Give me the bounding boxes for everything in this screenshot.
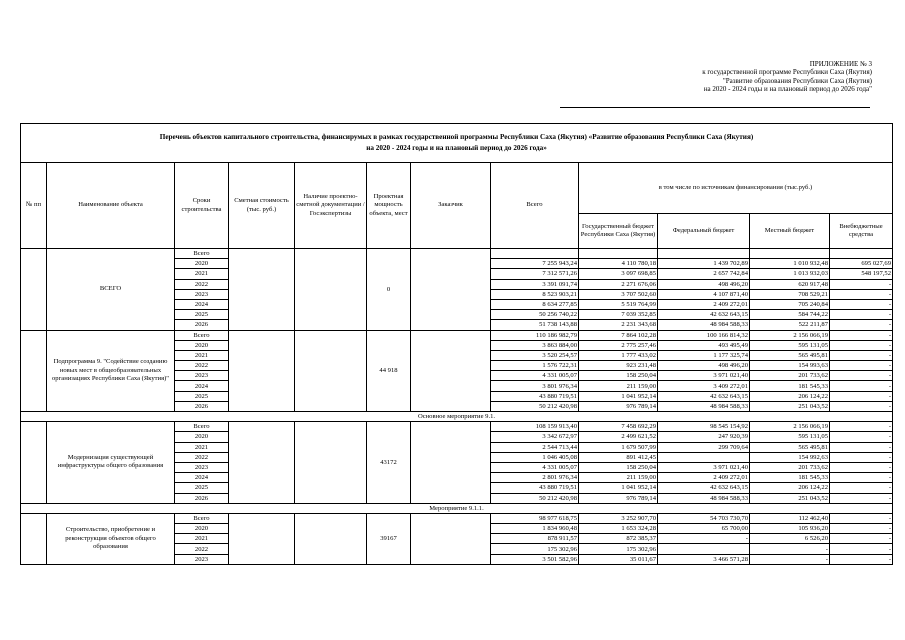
total-value: 3 391 091,74 xyxy=(491,279,579,289)
total-value: 1 046 405,08 xyxy=(491,452,579,462)
construction-year: 2023 xyxy=(175,462,229,472)
offbudget-value: - xyxy=(830,401,893,411)
state-budget-value: 2 271 676,06 xyxy=(579,279,658,289)
total-value: 4 331 005,07 xyxy=(491,371,579,381)
construction-year: 2022 xyxy=(175,361,229,371)
total-value: 2 544 713,44 xyxy=(491,442,579,452)
federal-budget-value: 42 632 643,15 xyxy=(658,483,750,493)
header-num: № пп xyxy=(21,163,47,249)
customer xyxy=(411,249,491,331)
design-docs xyxy=(295,513,367,564)
construction-year: Всего xyxy=(175,249,229,259)
project-capacity: 43172 xyxy=(367,422,411,504)
appendix-line: на 2020 - 2024 годы и на плановый период до 2026 года" xyxy=(703,85,872,94)
state-budget-value: 976 789,14 xyxy=(579,493,658,503)
appendix-header xyxy=(540,60,872,94)
local-budget-value: 522 211,87 xyxy=(750,320,830,330)
offbudget-value: - xyxy=(830,493,893,503)
state-budget-value: 1 653 324,28 xyxy=(579,524,658,534)
header-name: Наименование объекта xyxy=(47,163,175,249)
offbudget-value: - xyxy=(830,513,893,523)
offbudget-value: - xyxy=(830,554,893,564)
federal-budget-value: - xyxy=(658,534,750,544)
offbudget-value: - xyxy=(830,330,893,340)
state-budget-value: 35 011,67 xyxy=(579,554,658,564)
federal-budget-value: 1 439 702,89 xyxy=(658,259,750,269)
federal-budget-value: 1 177 325,74 xyxy=(658,350,750,360)
federal-budget-value xyxy=(658,249,750,259)
total-value: 108 159 913,40 xyxy=(491,422,579,432)
local-budget-value: 708 529,21 xyxy=(750,289,830,299)
section-title: Мероприятие 9.1.1. xyxy=(21,503,893,513)
construction-year: Всего xyxy=(175,422,229,432)
local-budget-value: 1 013 932,03 xyxy=(750,269,830,279)
federal-budget-value: 3 971 021,40 xyxy=(658,462,750,472)
table-row xyxy=(21,330,893,340)
title-row xyxy=(21,124,893,163)
total-value: 1 834 960,48 xyxy=(491,524,579,534)
federal-budget-value: 98 545 154,92 xyxy=(658,422,750,432)
local-budget-value: 201 733,62 xyxy=(750,371,830,381)
total-value: 1 576 722,31 xyxy=(491,361,579,371)
construction-year: 2022 xyxy=(175,544,229,554)
customer xyxy=(411,513,491,564)
total-value: 50 212 420,98 xyxy=(491,401,579,411)
offbudget-value: - xyxy=(830,544,893,554)
construction-year: 2021 xyxy=(175,534,229,544)
design-docs xyxy=(295,422,367,504)
total-value: 98 977 618,75 xyxy=(491,513,579,523)
header-offbudget: Внебюджетные средства xyxy=(830,214,893,249)
design-docs xyxy=(295,249,367,331)
federal-budget-value: 3 971 021,40 xyxy=(658,371,750,381)
offbudget-value: - xyxy=(830,350,893,360)
estimated-cost xyxy=(229,249,295,331)
row-num xyxy=(21,249,47,331)
table-title-line: на 2020 - 2024 годы и на плановый период до 2026 года» xyxy=(366,144,547,152)
federal-budget-value: 48 984 588,33 xyxy=(658,320,750,330)
construction-year: 2021 xyxy=(175,269,229,279)
header-divider xyxy=(560,107,870,108)
design-docs xyxy=(295,330,367,412)
state-budget-value: 211 159,00 xyxy=(579,473,658,483)
header-cost: Сметная стоимость (тыс. руб.) xyxy=(229,163,295,249)
total-value: 3 801 976,34 xyxy=(491,381,579,391)
offbudget-value: - xyxy=(830,340,893,350)
construction-year: 2026 xyxy=(175,401,229,411)
total-value: 110 186 982,79 xyxy=(491,330,579,340)
row-num xyxy=(21,422,47,504)
state-budget-value: 1 041 952,14 xyxy=(579,483,658,493)
total-value: 3 501 582,96 xyxy=(491,554,579,564)
estimated-cost xyxy=(229,422,295,504)
state-budget-value: 4 110 780,18 xyxy=(579,259,658,269)
table-row xyxy=(21,422,893,432)
offbudget-value: - xyxy=(830,320,893,330)
construction-year: 2025 xyxy=(175,483,229,493)
federal-budget-value: 48 984 588,33 xyxy=(658,493,750,503)
construction-year: 2021 xyxy=(175,442,229,452)
object-name: Модернизация существующей инфраструктуры общего образования xyxy=(47,422,175,504)
table-row xyxy=(21,513,893,523)
federal-budget-value: 2 409 272,01 xyxy=(658,299,750,309)
state-budget-value: 923 231,48 xyxy=(579,361,658,371)
section-row xyxy=(21,503,893,513)
appendix-line: "Развитие образования Республики Саха (Якутия) xyxy=(722,76,872,85)
local-budget-value: 565 495,81 xyxy=(750,442,830,452)
local-budget-value: 251 043,52 xyxy=(750,401,830,411)
local-budget-value: 201 733,62 xyxy=(750,462,830,472)
construction-year: 2022 xyxy=(175,452,229,462)
federal-budget-value: 48 984 588,33 xyxy=(658,401,750,411)
total-value: 2 801 976,34 xyxy=(491,473,579,483)
total-value: 175 302,96 xyxy=(491,544,579,554)
header-state-budget: Государственный бюджет Республики Саха (Якутия) xyxy=(579,214,658,249)
construction-year: 2023 xyxy=(175,371,229,381)
object-name: Строительство, приобретение и реконструкция объектов общего образования xyxy=(47,513,175,564)
header-sources: в том числе по источникам финансирования (тыс.руб.) xyxy=(579,163,893,214)
construction-year: 2020 xyxy=(175,259,229,269)
total-value: 3 342 672,97 xyxy=(491,432,579,442)
federal-budget-value: 54 703 730,70 xyxy=(658,513,750,523)
federal-budget-value: 4 107 871,40 xyxy=(658,289,750,299)
local-budget-value: 595 131,05 xyxy=(750,340,830,350)
federal-budget-value: 498 496,20 xyxy=(658,279,750,289)
federal-budget-value: 42 632 643,15 xyxy=(658,391,750,401)
construction-year: 2025 xyxy=(175,391,229,401)
offbudget-value: - xyxy=(830,442,893,452)
state-budget-value: 1 777 433,02 xyxy=(579,350,658,360)
customer xyxy=(411,422,491,504)
offbudget-value: - xyxy=(830,422,893,432)
state-budget-value: 175 302,96 xyxy=(579,544,658,554)
construction-year: 2022 xyxy=(175,279,229,289)
header-docs: Наличие проектно-сметной документации /Госэкспертизы xyxy=(295,163,367,249)
state-budget-value: 1 679 507,99 xyxy=(579,442,658,452)
local-budget-value: - xyxy=(750,554,830,564)
federal-budget-value: 247 920,39 xyxy=(658,432,750,442)
federal-budget-value: 3 409 272,01 xyxy=(658,381,750,391)
local-budget-value: 206 124,22 xyxy=(750,483,830,493)
appendix-line: к государственной программе Республики Саха (Якутия) xyxy=(702,68,872,77)
offbudget-value: - xyxy=(830,462,893,472)
offbudget-value: - xyxy=(830,483,893,493)
total-value: 4 331 005,07 xyxy=(491,462,579,472)
local-budget-value: 181 545,33 xyxy=(750,381,830,391)
state-budget-value: 2 231 343,68 xyxy=(579,320,658,330)
state-budget-value: 158 250,04 xyxy=(579,371,658,381)
state-budget-value: 7 039 352,85 xyxy=(579,310,658,320)
state-budget-value: 891 412,45 xyxy=(579,452,658,462)
header-terms: Сроки строительства xyxy=(175,163,229,249)
row-num xyxy=(21,330,47,412)
state-budget-value: 211 159,00 xyxy=(579,381,658,391)
federal-budget-value: 65 700,00 xyxy=(658,524,750,534)
offbudget-value: 695 027,69 xyxy=(830,259,893,269)
construction-year: 2020 xyxy=(175,432,229,442)
offbudget-value xyxy=(830,249,893,259)
appendix-line: ПРИЛОЖЕНИЕ № 3 xyxy=(809,60,872,68)
offbudget-value: - xyxy=(830,371,893,381)
state-budget-value: 1 041 952,14 xyxy=(579,391,658,401)
local-budget-value: 206 124,22 xyxy=(750,391,830,401)
object-name: ВСЕГО xyxy=(47,249,175,331)
section-title: Основное мероприятие 9.1. xyxy=(21,412,893,422)
local-budget-value: 181 545,33 xyxy=(750,473,830,483)
total-value: 3 520 254,57 xyxy=(491,350,579,360)
local-budget-value: 1 010 932,48 xyxy=(750,259,830,269)
row-num xyxy=(21,513,47,564)
federal-budget-value xyxy=(658,452,750,462)
offbudget-value: - xyxy=(830,524,893,534)
local-budget-value: 584 744,22 xyxy=(750,310,830,320)
construction-year: 2026 xyxy=(175,320,229,330)
construction-year: 2023 xyxy=(175,289,229,299)
state-budget-value: 2 775 257,46 xyxy=(579,340,658,350)
federal-budget-value: 2 657 742,84 xyxy=(658,269,750,279)
section-row xyxy=(21,412,893,422)
customer xyxy=(411,330,491,412)
local-budget-value: 595 131,05 xyxy=(750,432,830,442)
local-budget-value: 154 992,63 xyxy=(750,452,830,462)
construction-year: 2024 xyxy=(175,299,229,309)
local-budget-value: - xyxy=(750,544,830,554)
offbudget-value: - xyxy=(830,473,893,483)
estimated-cost xyxy=(229,330,295,412)
local-budget-value: 620 917,48 xyxy=(750,279,830,289)
local-budget-value: 112 462,40 xyxy=(750,513,830,523)
state-budget-value: 3 097 698,85 xyxy=(579,269,658,279)
state-budget-value: 5 519 764,99 xyxy=(579,299,658,309)
state-budget-value: 976 789,14 xyxy=(579,401,658,411)
state-budget-value: 158 250,04 xyxy=(579,462,658,472)
offbudget-value: - xyxy=(830,310,893,320)
federal-budget-value: 100 166 814,32 xyxy=(658,330,750,340)
construction-year: 2025 xyxy=(175,310,229,320)
federal-budget-value: 2 409 272,01 xyxy=(658,473,750,483)
project-capacity: 0 xyxy=(367,249,411,331)
construction-year: 2023 xyxy=(175,554,229,564)
construction-year: 2026 xyxy=(175,493,229,503)
local-budget-value: 2 156 066,19 xyxy=(750,422,830,432)
federal-budget-value: 3 466 571,28 xyxy=(658,554,750,564)
total-value: 50 256 740,22 xyxy=(491,310,579,320)
local-budget-value: 6 526,20 xyxy=(750,534,830,544)
total-value: 7 255 943,24 xyxy=(491,259,579,269)
construction-year: Всего xyxy=(175,330,229,340)
table-row xyxy=(21,249,893,259)
federal-budget-value xyxy=(658,544,750,554)
project-capacity: 44 918 xyxy=(367,330,411,412)
local-budget-value: 251 043,52 xyxy=(750,493,830,503)
local-budget-value: 105 936,20 xyxy=(750,524,830,534)
local-budget-value: 705 240,84 xyxy=(750,299,830,309)
object-name: Подпрограмма 9. "Содействие созданию новых мест в общеобразовательных организациях Республики Саха (Якутия)" xyxy=(47,330,175,412)
header-capacity: Проектная мощность объекта, мест xyxy=(367,163,411,249)
capital-construction-table xyxy=(20,123,893,565)
construction-year: 2020 xyxy=(175,340,229,350)
construction-year: 2024 xyxy=(175,473,229,483)
total-value: 3 863 884,00 xyxy=(491,340,579,350)
table-title xyxy=(21,124,893,163)
total-value: 50 212 420,98 xyxy=(491,493,579,503)
total-value: 43 880 719,51 xyxy=(491,391,579,401)
offbudget-value: - xyxy=(830,534,893,544)
federal-budget-value: 493 495,49 xyxy=(658,340,750,350)
total-value xyxy=(491,249,579,259)
total-value: 878 911,57 xyxy=(491,534,579,544)
offbudget-value: 548 197,52 xyxy=(830,269,893,279)
total-value: 51 738 143,88 xyxy=(491,320,579,330)
construction-year: 2020 xyxy=(175,524,229,534)
estimated-cost xyxy=(229,513,295,564)
header-local-budget: Местный бюджет xyxy=(750,214,830,249)
total-value: 8 634 277,85 xyxy=(491,299,579,309)
state-budget-value: 7 458 692,29 xyxy=(579,422,658,432)
state-budget-value: 872 385,37 xyxy=(579,534,658,544)
total-value: 7 312 571,26 xyxy=(491,269,579,279)
offbudget-value: - xyxy=(830,289,893,299)
offbudget-value: - xyxy=(830,452,893,462)
total-value: 8 523 903,21 xyxy=(491,289,579,299)
offbudget-value: - xyxy=(830,299,893,309)
federal-budget-value: 498 496,20 xyxy=(658,361,750,371)
local-budget-value: 565 495,81 xyxy=(750,350,830,360)
table-title-line: Перечень объектов капитального строительства, финансирумых в рамках государственной программы Республики Саха (Якутия) «Развитие образования Республики Саха (Якутия) xyxy=(159,133,754,141)
state-budget-value: 2 499 621,52 xyxy=(579,432,658,442)
construction-year: 2021 xyxy=(175,350,229,360)
local-budget-value: 154 993,63 xyxy=(750,361,830,371)
header-customer: Заказчик xyxy=(411,163,491,249)
offbudget-value: - xyxy=(830,432,893,442)
header-row xyxy=(21,163,893,214)
local-budget-value xyxy=(750,249,830,259)
local-budget-value: 2 156 066,19 xyxy=(750,330,830,340)
offbudget-value: - xyxy=(830,279,893,289)
state-budget-value: 7 864 102,28 xyxy=(579,330,658,340)
header-total: Всего xyxy=(491,163,579,249)
federal-budget-value: 299 709,64 xyxy=(658,442,750,452)
state-budget-value: 3 252 907,70 xyxy=(579,513,658,523)
construction-year: Всего xyxy=(175,513,229,523)
state-budget-value xyxy=(579,249,658,259)
total-value: 43 880 719,51 xyxy=(491,483,579,493)
offbudget-value: - xyxy=(830,361,893,371)
offbudget-value: - xyxy=(830,381,893,391)
offbudget-value: - xyxy=(830,391,893,401)
federal-budget-value: 42 632 643,15 xyxy=(658,310,750,320)
header-federal-budget: Федеральный бюджет xyxy=(658,214,750,249)
state-budget-value: 3 707 502,60 xyxy=(579,289,658,299)
construction-year: 2024 xyxy=(175,381,229,391)
project-capacity: 39167 xyxy=(367,513,411,564)
